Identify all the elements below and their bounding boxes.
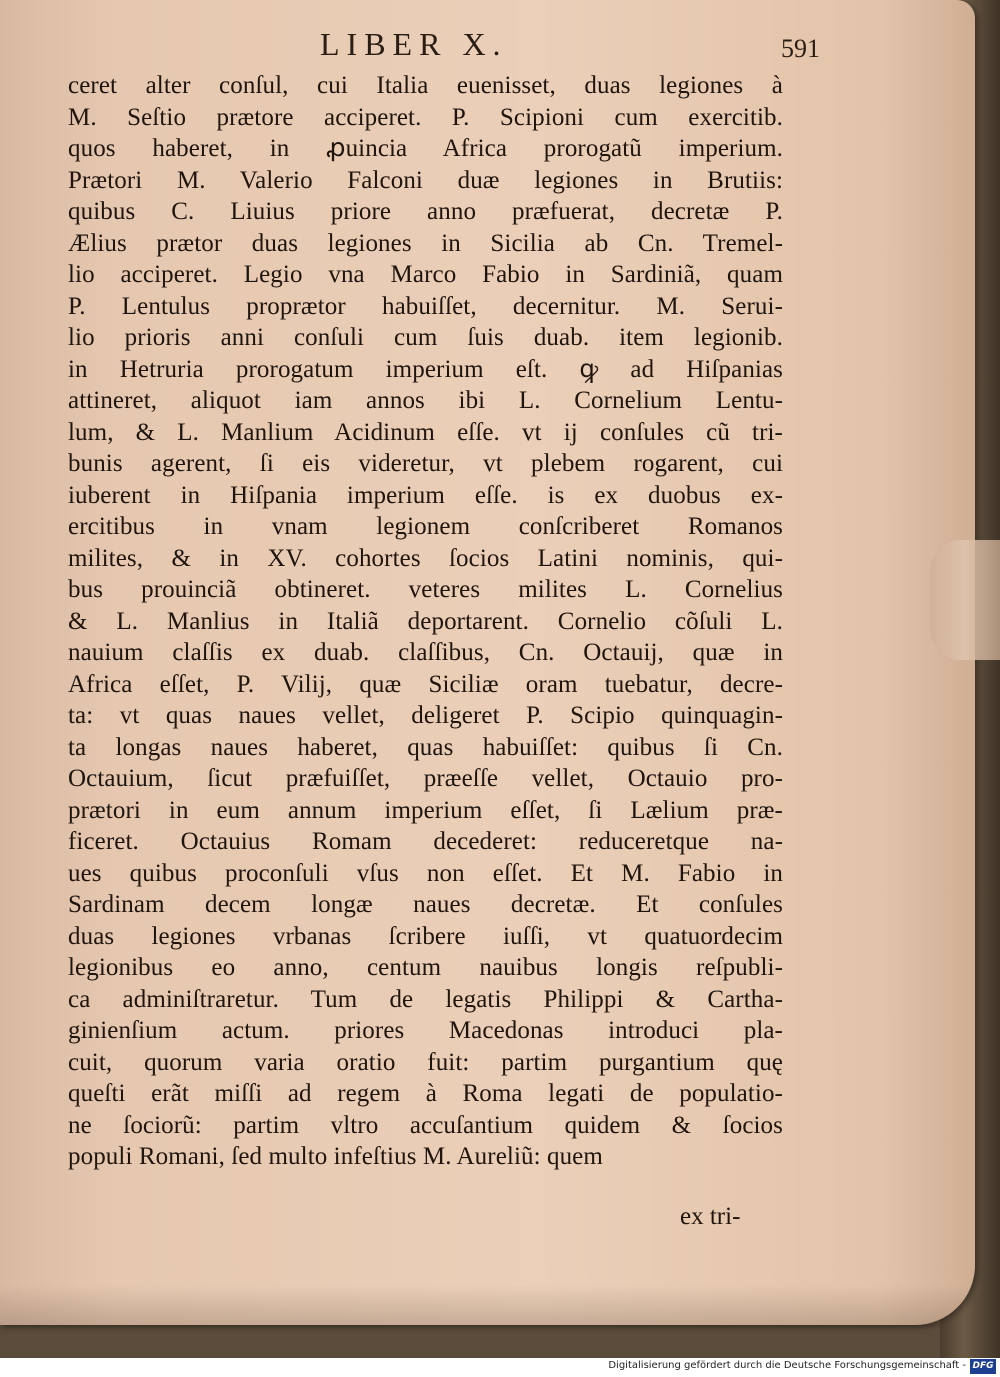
page-tab bbox=[930, 540, 1000, 660]
text-line: milites, & in XV. cohortes ſocios Latini nominis, qui- bbox=[68, 544, 783, 572]
text-line: cuit, quorum varia oratio fuit: partim purgantium quę bbox=[68, 1048, 783, 1076]
text-line: Prætori M. Valerio Falconi duæ legiones in Brutiis: bbox=[68, 166, 783, 194]
text-line: ercitibus in vnam legionem conſcriberet Romanos bbox=[68, 513, 783, 540]
text-line: duas legiones vrbanas ſcribere iuſſi, vt quatuordecim bbox=[68, 922, 783, 950]
text-line: iuberent in Hiſpania imperium eſſe. is ex duobus ex- bbox=[68, 481, 783, 509]
dfg-logo-icon: DFG bbox=[970, 1359, 996, 1374]
text-line: attineret, aliquot iam annos ibi L. Cornelium Lentu- bbox=[68, 387, 783, 414]
text-line: populi Romani, ſed multo infeſtius M. Aureliũ: quem bbox=[68, 1143, 603, 1170]
running-head: LIBER X. bbox=[320, 26, 508, 62]
text-line: in Hetruria prorogatum imperium eſt. ꝙ ad Hiſpanias bbox=[68, 355, 783, 383]
text-line: ceret alter conſul, cui Italia euenisset, duas legiones à bbox=[68, 72, 783, 99]
text-line: quos haberet, in ꝓuincia Africa prorogatũ imperium. bbox=[68, 135, 783, 162]
text-line: Ælius prætor duas legiones in Sicilia ab Cn. Tremel- bbox=[68, 229, 783, 257]
footer-bar bbox=[0, 1358, 1000, 1377]
body-text bbox=[68, 70, 783, 1173]
text-line: ca adminiſtraretur. Tum de legatis Philippi & Cartha- bbox=[68, 985, 783, 1013]
text-line: lio prioris anni conſuli cum ſuis duab. item legionib. bbox=[68, 324, 783, 351]
page-header bbox=[70, 18, 820, 66]
text-line: prætori in eum annum imperium eſſet, ſi Lælium præ- bbox=[68, 796, 783, 824]
text-line: lum, & L. Manlium Acidinum eſſe. vt ij conſules cũ tri- bbox=[68, 418, 783, 446]
text-line: nauium claſſis ex duab. claſſibus, Cn. Octauij, quæ in bbox=[68, 639, 783, 666]
catchword: ex tri- bbox=[680, 1203, 741, 1230]
text-line: quibus C. Liuius priore anno præfuerat, decretæ P. bbox=[68, 198, 783, 225]
text-line: lio acciperet. Legio vna Marco Fabio in Sardiniã, quam bbox=[68, 261, 783, 288]
text-line: ues quibus proconſuli vſus non eſſet. Et M. Fabio in bbox=[68, 859, 783, 887]
text-line: Africa eſſet, P. Vilij, quæ Siciliæ oram tuebatur, decre- bbox=[68, 670, 783, 698]
text-line: ta: vt quas naues vellet, deligeret P. Scipio quinquagin- bbox=[68, 702, 783, 729]
page-number: 591 bbox=[781, 34, 820, 63]
text-line: ne ſociorũ: partim vltro accuſantium quidem & ſocios bbox=[68, 1111, 783, 1139]
funding-note: Digitalisierung gefördert durch die Deutsche Forschungsgemeinschaft - bbox=[608, 1360, 966, 1371]
text-line: P. Lentulus proprætor habuiſſet, decernitur. M. Serui- bbox=[68, 292, 783, 320]
text-line: queſti erãt miſſi ad regem à Roma legati de populatio- bbox=[68, 1080, 783, 1107]
text-line: Octauium, ſicut præfuiſſet, præeſſe vellet, Octauio pro- bbox=[68, 765, 783, 792]
text-line: Sardinam decem longæ naues decretæ. Et conſules bbox=[68, 891, 783, 918]
text-line: & L. Manlius in Italiã deportarent. Cornelio cõſuli L. bbox=[68, 607, 783, 635]
text-line: ficeret. Octauius Romam decederet: reduceretque na- bbox=[68, 828, 783, 855]
text-line: ginienſium actum. priores Macedonas introduci pla- bbox=[68, 1017, 783, 1044]
text-line: M. Seſtio prætore acciperet. P. Scipioni cum exercitib. bbox=[68, 103, 783, 131]
text-line: legionibus eo anno, centum nauibus longis reſpubli- bbox=[68, 954, 783, 981]
text-line: bunis agerent, ſi eis videretur, vt plebem rogarent, cui bbox=[68, 450, 783, 477]
text-line: bus prouinciã obtineret. veteres milites L. Cornelius bbox=[68, 576, 783, 603]
text-line: ta longas naues haberet, quas habuiſſet: quibus ſi Cn. bbox=[68, 733, 783, 761]
